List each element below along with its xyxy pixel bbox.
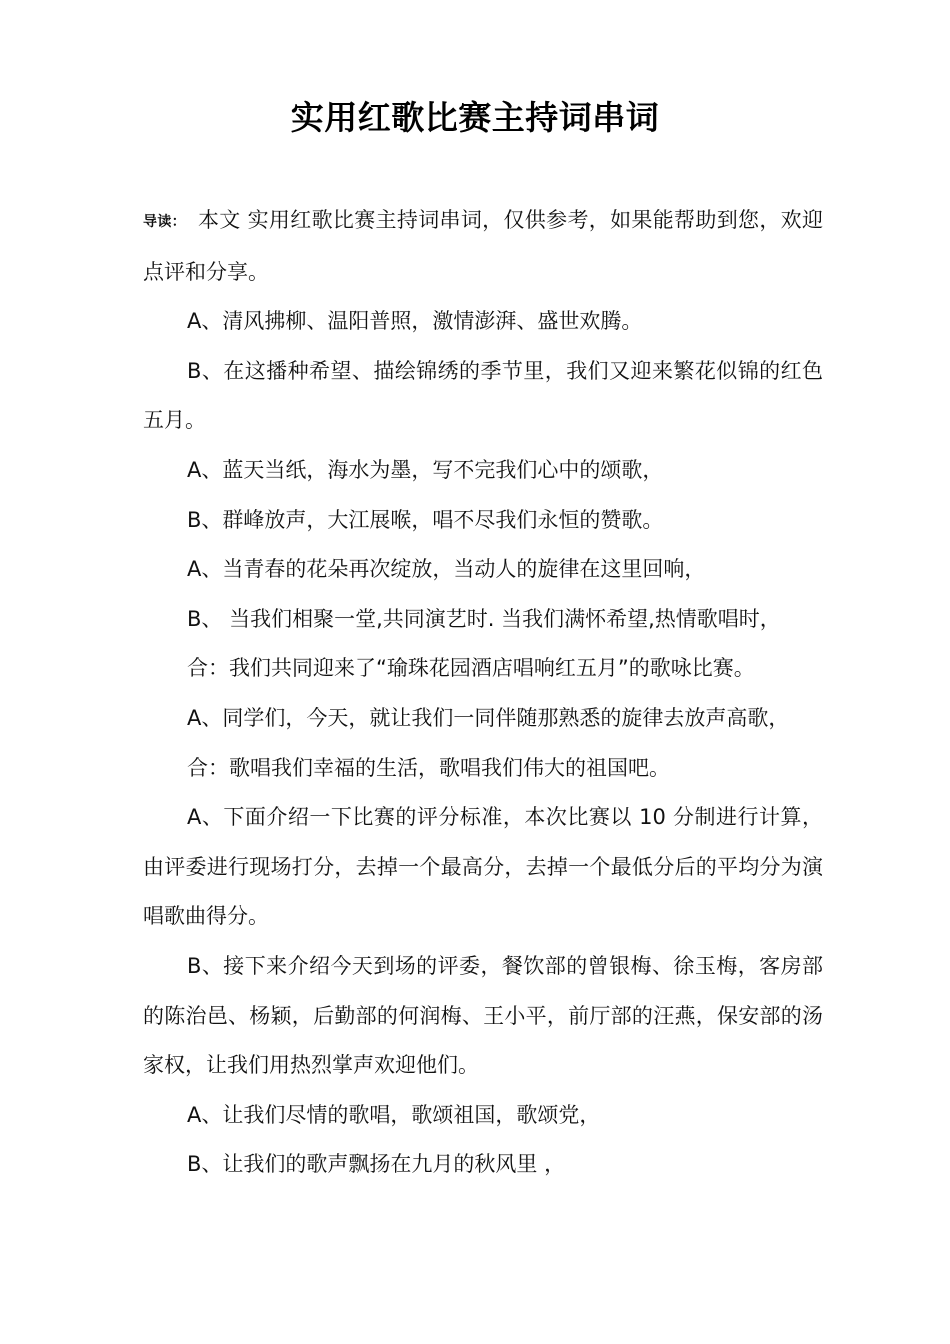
paragraph: A、下面介绍一下比赛的评分标准，本次比赛以 10 分制进行计算，由评委进行现场打分，去掉一个最高分，去掉一个最低分后的平均分为演唱歌曲得分。 xyxy=(143,805,823,929)
paragraph: A、同学们，今天，就让我们一同伴随那熟悉的旋律去放声高歌， xyxy=(187,705,790,730)
paragraph: 合：歌唱我们幸福的生活，歌唱我们伟大的祖国吧。 xyxy=(187,755,670,780)
intro-label: 导读： xyxy=(143,214,186,230)
paragraph: B、接下来介绍今天到场的评委，餐饮部的曾银梅、徐玉梅，客房部的陈治邑、杨颖，后勤部的何润梅、王小平，前厅部的汪燕，保安部的汤家权，让我们用热烈掌声欢迎他们。 xyxy=(143,953,823,1078)
document-title: 实用红歌比赛主持词串词 xyxy=(290,98,660,137)
paragraph: A、让我们尽情的歌唱，歌颂祖国，歌颂党， xyxy=(187,1102,601,1127)
document-body xyxy=(143,196,823,1190)
intro-paragraph xyxy=(143,196,823,297)
paragraph: A、清风拂柳、温阳普照，激情澎湃、盛世欢腾。 xyxy=(187,309,643,334)
paragraph: B、让我们的歌声飘扬在九月的秋风里 ， xyxy=(187,1152,566,1177)
paragraph: B、在这播种希望、描绘锦绣的季节里，我们又迎来繁花似锦的红色五月。 xyxy=(143,358,823,433)
intro-text: 本文 实用红歌比赛主持词串词，仅供参考，如果能帮助到您，欢迎点评和分享。 xyxy=(143,208,823,284)
paragraph: 合：我们共同迎来了“瑜珠花园酒店唱响红五月”的歌咏比赛。 xyxy=(187,656,755,681)
paragraph: A、当青春的花朵再次绽放，当动人的旋律在这里回响， xyxy=(187,557,706,582)
paragraph: B、群峰放声，大江展喉，唱不尽我们永恒的赞歌。 xyxy=(187,507,664,532)
paragraph: B、 当我们相聚一堂,共同演艺时. 当我们满怀希望,热情歌唱时， xyxy=(187,606,781,631)
paragraph: A、蓝天当纸，海水为墨，写不完我们心中的颂歌， xyxy=(187,457,664,482)
